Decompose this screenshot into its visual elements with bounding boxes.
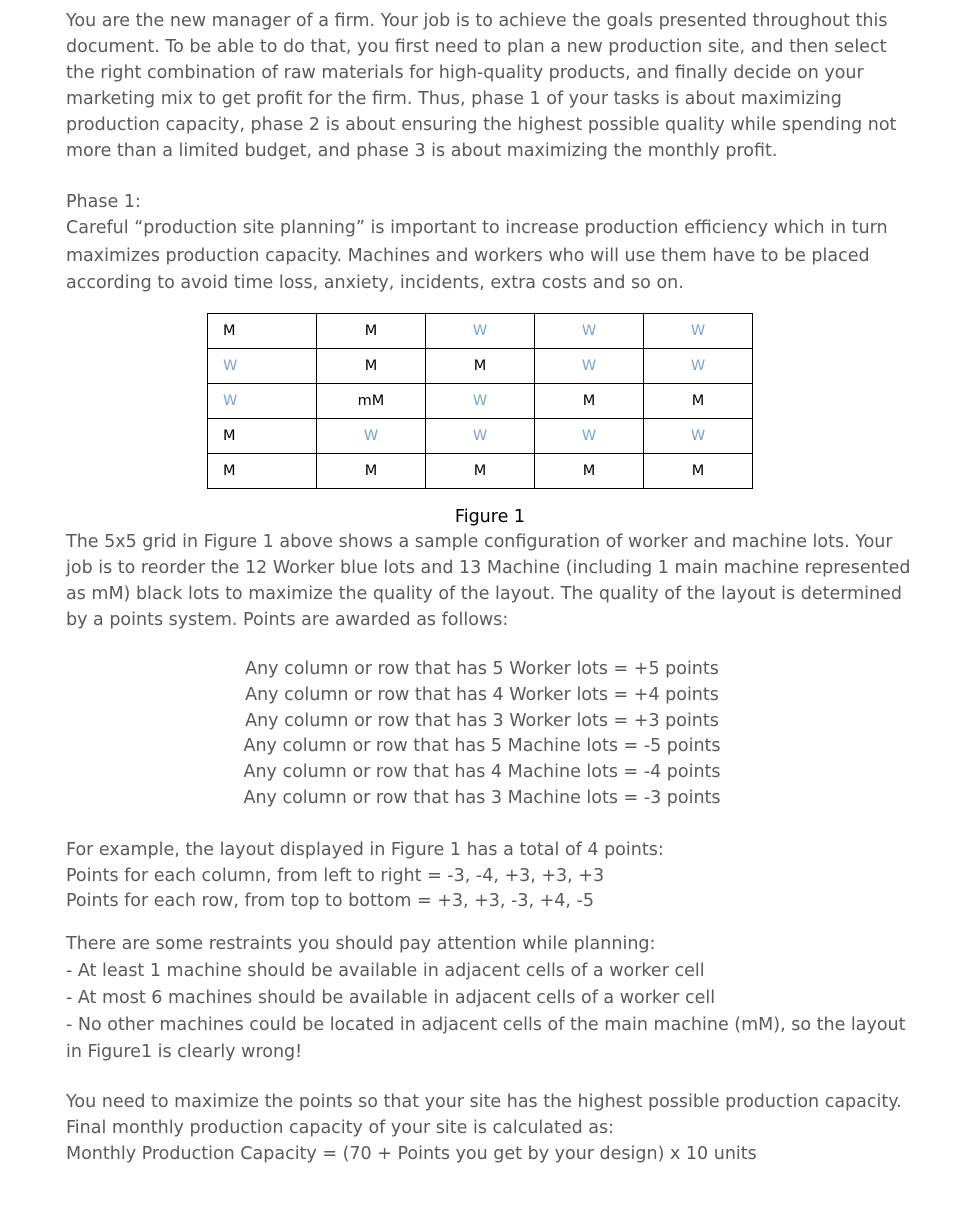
machine-lot-cell: M [644,384,753,419]
intro-line: more than a limited budget, and phase 3 is about maximizing the monthly profit. [66,141,778,161]
worker-lot-cell: W [535,419,644,454]
final-paragraph [66,1089,906,1167]
worker-lot-cell: W [426,314,535,349]
machine-lot-cell: M [317,349,426,384]
machine-lot-cell: M [208,314,317,349]
worker-lot-cell: W [644,419,753,454]
phase1-paragraph [66,215,906,298]
worker-lot-cell: W [535,349,644,384]
intro-paragraph [66,8,906,164]
layout-grid [207,313,753,489]
points-rule: Any column or row that has 5 Machine lots = -5 points [243,736,721,757]
phase1-line: maximizes production capacity. Machines and workers who will use them have to be placed [66,245,870,266]
worker-lot-cell: W [644,349,753,384]
points-rule: Any column or row that has 5 Worker lots = +5 points [245,659,719,679]
restraints-paragraph [66,931,906,1066]
final-line: Final monthly production capacity of your site is calculated as: [66,1118,615,1138]
worker-lot-cell: W [208,384,317,419]
worker-lot-cell: W [426,384,535,419]
points-rule: Any column or row that has 3 Machine lots = -3 points [243,787,721,808]
phase1-heading: Phase 1: [66,192,141,212]
restraints-line: in Figure1 is clearly wrong! [66,1042,303,1062]
machine-lot-cell: M [644,454,753,489]
intro-line: the right combination of raw materials for high-quality products, and finally decide on your [66,63,864,83]
final-line: Monthly Production Capacity = (70 + Points you get by your design) x 10 units [66,1144,757,1164]
machine-lot-cell: M [208,419,317,454]
worker-lot-cell: W [426,419,535,454]
final-line: You need to maximize the points so that your site has the highest possible production capacity. [66,1092,902,1112]
points-rule: Any column or row that has 4 Machine lots = -4 points [243,762,721,783]
figure-description [66,529,911,633]
grid-row [208,384,753,419]
machine-lot-cell: M [426,454,535,489]
figure-description-line: job is to reorder the 12 Worker blue lots and 13 Machine (including 1 main machine represented [66,558,911,578]
worker-lot-cell: W [208,349,317,384]
example-paragraph [66,838,906,915]
restraints-line: - No other machines could be located in adjacent cells of the main machine (mM), so the layout [66,1015,906,1035]
grid-row [208,314,753,349]
restraints-line: There are some restraints you should pay attention while planning: [66,934,656,954]
intro-line: You are the new manager of a firm. Your job is to achieve the goals presented throughout this [66,11,888,31]
points-rules [0,657,964,812]
worker-lot-cell: W [535,314,644,349]
main-machine-cell: mM [317,384,426,419]
phase1-line: Careful “production site planning” is important to increase production efficiency which in turn [66,218,888,238]
intro-line: marketing mix to get profit for the firm. Thus, phase 1 of your tasks is about maximizing [66,89,842,109]
intro-line: production capacity, phase 2 is about ensuring the highest possible quality while spending not [66,115,897,135]
phase1-line: according to avoid time loss, anxiety, incidents, extra costs and so on. [66,273,684,293]
figure-caption: Figure 1 [454,507,526,527]
intro-line: document. To be able to do that, you first need to plan a new production site, and then select [66,37,887,57]
worker-lot-cell: W [317,419,426,454]
grid-row [208,419,753,454]
grid-row [208,349,753,384]
machine-lot-cell: M [426,349,535,384]
machine-lot-cell: M [535,384,644,419]
example-line: For example, the layout displayed in Figure 1 has a total of 4 points: [66,840,664,860]
grid-row [208,454,753,489]
points-rule: Any column or row that has 4 Worker lots = +4 points [245,684,719,705]
figure-description-line: The 5x5 grid in Figure 1 above shows a sample configuration of worker and machine lots. Your [66,532,893,552]
figure-description-line: as mM) black lots to maximize the quality of the layout. The quality of the layout is determined [66,584,902,604]
machine-lot-cell: M [317,314,426,349]
restraints-line: - At most 6 machines should be available in adjacent cells of a worker cell [66,988,716,1008]
restraints-line: - At least 1 machine should be available in adjacent cells of a worker cell [66,961,705,981]
points-rule: Any column or row that has 3 Worker lots = +3 points [245,710,719,731]
machine-lot-cell: M [208,454,317,489]
figure-description-line: by a points system. Points are awarded as follows: [66,610,509,630]
example-line: Points for each row, from top to bottom = +3, +3, -3, +4, -5 [66,891,595,911]
machine-lot-cell: M [535,454,644,489]
machine-lot-cell: M [317,454,426,489]
worker-lot-cell: W [644,314,753,349]
example-line: Points for each column, from left to right = -3, -4, +3, +3, +3 [66,865,605,886]
